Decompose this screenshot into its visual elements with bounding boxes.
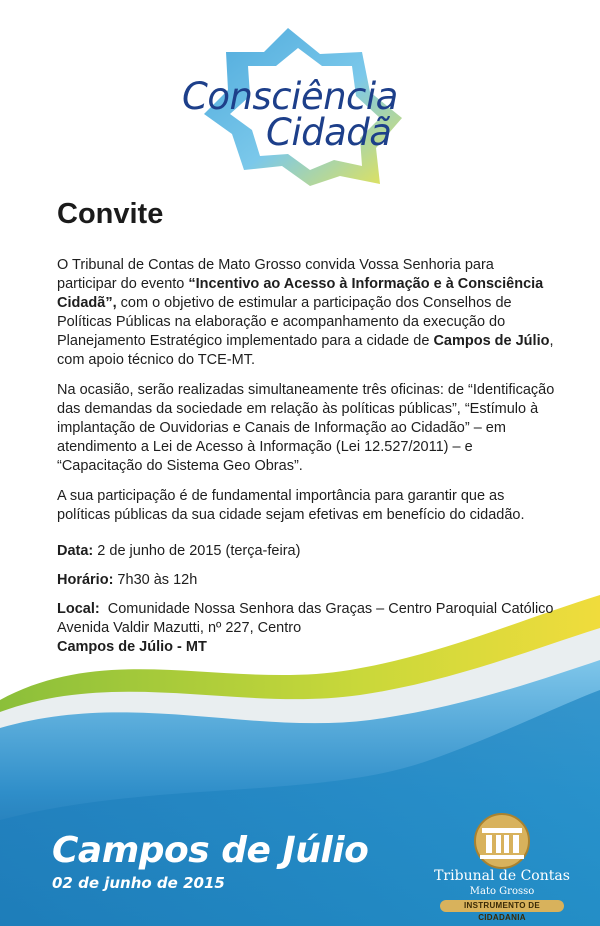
tce-building-icon [434,812,570,870]
consciencia-cidada-logo [170,26,420,186]
event-details [57,542,567,657]
paragraph-1 [57,256,557,370]
invitation-body [57,256,557,536]
footer-city: Campos de Júlio [52,830,369,871]
city-state-text: Campos de Júlio - MT [57,639,207,655]
address-line: Avenida Valdir Mazutti, nº 227, Centro [57,620,302,636]
place-label: Local: [57,601,100,617]
city-name: Campos de Júlio [433,333,550,349]
tce-state: Mato Grosso [469,886,535,897]
paragraph-2: Na ocasião, serão realizadas simultaneamente três oficinas: de “Identificação das demandas da sociedade em relação às políticas públicas”, “Estímulo à implantação de Ouvidorias e Canais de Informação ao Cidadão” – em atendimento a Lei de Acesso à Informação (Lei 12.527/2011) – e “Capacitação do Sistema Geo Obras”. [57,382,555,474]
time-label: Horário: [57,572,114,588]
date-label: Data: [57,543,94,559]
event-name: “Incentivo ao Acesso à Informação e à Consciência Cidadã”, [57,276,544,311]
time-value: 7h30 às 12h [113,572,198,588]
paragraph-1-part-c: , com apoio técnico do TCE-MT. [57,333,554,368]
tce-name: Tribunal de Contas [434,868,570,884]
time-row [57,571,567,590]
date-row [57,542,567,561]
paragraph-3: A sua participação é de fundamental importância para garantir que as políticas públicas da sua cidade sejam efetivas em benefício do cidadão. [57,488,525,523]
paragraph-1-part-a: O Tribunal de Contas de Mato Grosso convida Vossa Senhoria para participar do evento [57,257,494,292]
city-state [57,638,567,657]
place-value: Comunidade Nossa Senhora das Graças – Centro Paroquial Católico [99,601,554,617]
place-row [57,600,567,619]
tce-mt-logo [434,812,570,922]
logo-line-2: Cidadã [266,111,392,154]
footer-date: 02 de junho de 2015 [52,874,225,892]
page-title: Convite [57,198,164,230]
paragraph-1-part-b: com o objetivo de estimular a participação dos Conselhos de Políticas Públicas na elaboração e acompanhamento da execução do Planejamento Estratégico implementado para a cidade de [57,295,512,349]
logo-line-1: Consciência [182,75,398,118]
tce-tagline-badge: INSTRUMENTO DE CIDADANIA [440,900,564,912]
date-value: 2 de junho de 2015 (terça-feira) [93,543,301,559]
